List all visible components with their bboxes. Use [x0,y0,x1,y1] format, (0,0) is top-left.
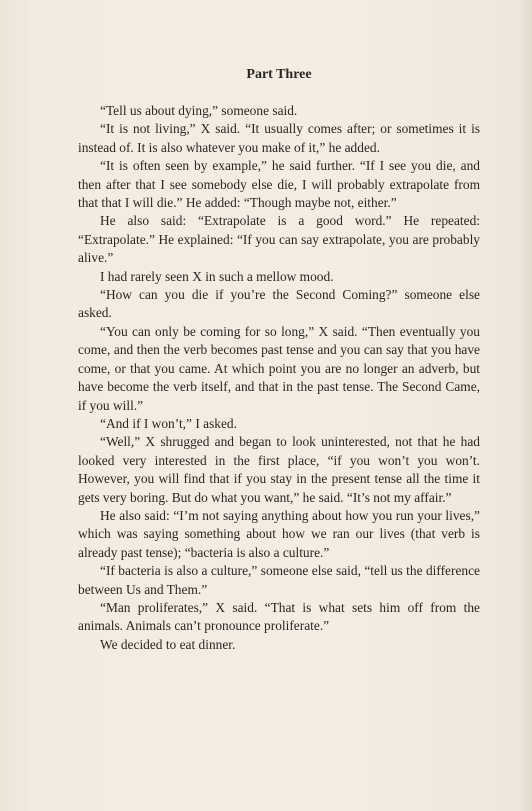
paragraph-8: “And if I won’t,” I asked. [100,415,237,431]
paragraph-4: He also said: “Extrapolate is a good word.” He repeated: “Extrapolate.” He explained: “If you can say extrapolate, you are probably alive.” [78,213,480,266]
paragraph-9: “Well,” X shrugged and began to look uninterested, not that he had looked very interested in the first place, “if you won’t you won’t. However, you will find that if you stay in the present tense all the time it gets very boring. But do what you want,” he said. “It’s not my affair.” [78,434,480,505]
paragraph-6: “How can you die if you’re the Second Coming?” someone else asked. [78,287,480,321]
paragraph-2: “It is not living,” X said. “It usually comes after; or sometimes it is instead of. It is also whatever you make of it,” he added. [78,121,480,155]
paragraph-1: “Tell us about dying,” someone said. [100,103,298,118]
page-edge-shadow [518,0,532,811]
paragraph-11: “If bacteria is also a culture,” someone else said, “tell us the difference between Us and Them.” [78,563,480,597]
paragraph-7: “You can only be coming for so long,” X said. “Then eventually you come, and then the verb becomes past tense and you can say that you have come, or that you came. At which point you are no longer an adverb, but have become the verb itself, and that in the past tense. The Second Came, if you will.” [78,323,480,413]
page-text [78,66,480,654]
paragraph-5: I had rarely seen X in such a mellow mood. [100,268,334,284]
paragraph-3: “It is often seen by example,” he said further. “If I see you die, and then after that I see somebody else die, I will probably extrapolate from that that I will die.” He added: “Though maybe not, either.” [78,158,480,211]
section-heading: Part Three [246,67,312,82]
paragraph-13: We decided to eat dinner. [100,636,236,652]
paragraph-10: He also said: “I’m not saying anything about how you run your lives,” which was saying something about how we ran our lives (that verb is already past tense); “bacteria is also a culture.” [78,507,480,560]
paragraph-12: “Man proliferates,” X said. “That is what sets him off from the animals. Animals can’t pronounce proliferate.” [78,599,480,634]
